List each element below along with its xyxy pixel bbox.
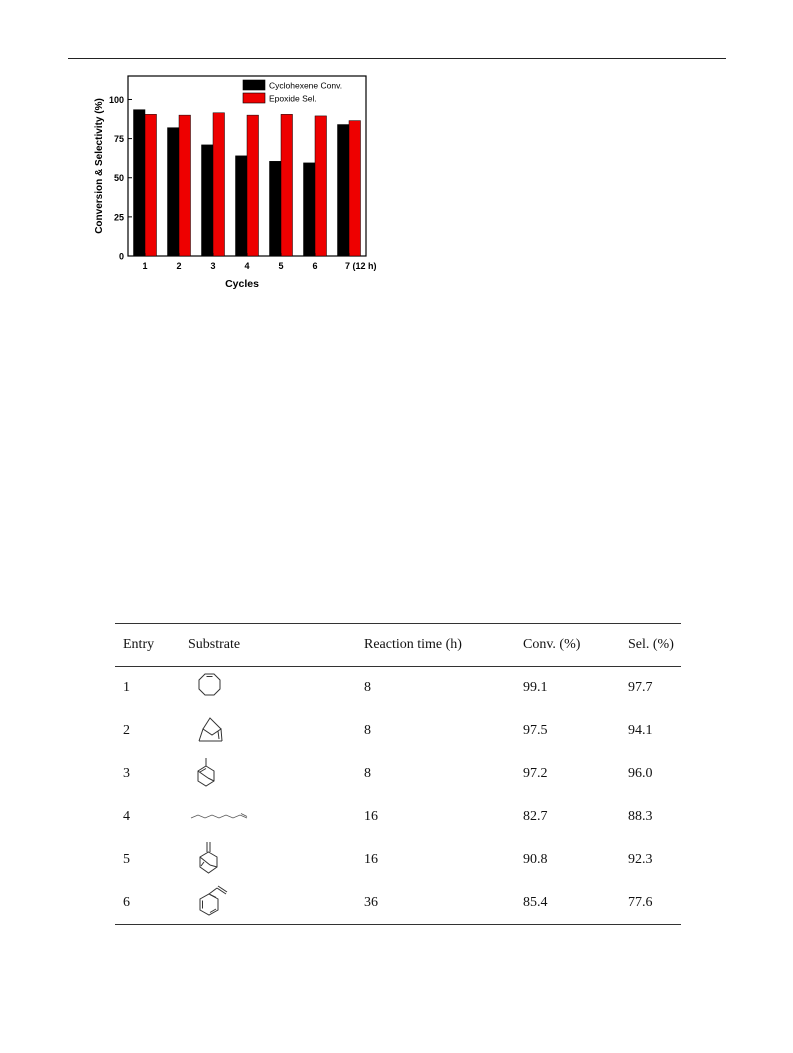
header-entry: Entry <box>115 624 180 667</box>
selectivity-cell: 97.7 <box>628 680 653 696</box>
substrate-cell <box>180 667 356 710</box>
x-tick-label: 3 <box>210 261 216 271</box>
legend-label: Cyclohexene Conv. <box>269 80 343 91</box>
bar-conversion <box>168 128 180 256</box>
substrate-cell <box>180 839 356 882</box>
y-tick-label: 100 <box>108 94 124 105</box>
bar-selectivity <box>247 115 259 256</box>
selectivity-cell: 94.1 <box>628 723 653 738</box>
x-tick-label: 4 <box>244 261 250 271</box>
entry-cell: 5 <box>123 852 130 867</box>
y-axis-label: Conversion & Selectivity (%) <box>94 98 105 234</box>
table-row <box>115 882 681 925</box>
conversion-cell: 82.7 <box>523 809 548 824</box>
conversion-cell: 85.4 <box>515 882 620 925</box>
bar-selectivity <box>281 114 293 256</box>
bar-conversion <box>270 161 282 256</box>
conversion-cell: 90.8 <box>523 852 548 867</box>
legend-swatch <box>243 80 265 90</box>
bar-selectivity <box>145 114 157 256</box>
time-cell: 16 <box>364 852 378 867</box>
time-cell: 16 <box>364 809 378 824</box>
x-tick-label: 2 <box>176 261 182 271</box>
bar-conversion <box>338 125 350 256</box>
x-axis-label: Cycles <box>225 278 259 290</box>
y-tick-label: 0 <box>118 251 124 262</box>
bar-conversion <box>202 145 214 256</box>
header-reaction-time: Reaction time (h) <box>356 624 515 667</box>
time-cell: 8 <box>364 680 371 696</box>
bar-selectivity <box>179 115 191 256</box>
substrate-cell <box>180 882 356 925</box>
selectivity-cell: 96.0 <box>628 766 653 781</box>
cyclooctene-icon <box>188 671 248 705</box>
x-tick-label: 1 <box>142 261 148 271</box>
bar-conversion <box>304 163 316 256</box>
bar-selectivity <box>213 113 225 256</box>
entry-cell: 2 <box>123 723 130 738</box>
table-header-row <box>115 624 681 667</box>
styrene-icon <box>188 884 254 922</box>
entry-cell: 4 <box>123 809 130 824</box>
substrate-scope-table <box>115 623 681 925</box>
time-cell: 8 <box>364 723 371 738</box>
conversion-cell: 97.5 <box>523 723 548 738</box>
table-row <box>115 796 681 839</box>
entry-cell: 3 <box>123 766 130 781</box>
selectivity-cell: 77.6 <box>620 882 681 925</box>
header-selectivity: Sel. (%) <box>620 624 681 667</box>
legend-swatch <box>243 93 265 103</box>
substrate-cell <box>180 710 356 753</box>
bar-selectivity <box>315 116 327 256</box>
y-tick-label: 25 <box>113 212 124 223</box>
beta-pinene-icon <box>188 840 248 880</box>
entry-cell: 1 <box>123 680 130 696</box>
header-rule <box>68 58 726 59</box>
table-row <box>115 710 681 753</box>
alpha-pinene-icon <box>188 756 248 792</box>
selectivity-cell: 92.3 <box>628 852 653 867</box>
bar-conversion <box>134 110 146 256</box>
x-tick-label: 6 <box>312 261 318 271</box>
y-tick-label: 75 <box>113 134 124 145</box>
header-conversion: Conv. (%) <box>515 624 620 667</box>
recycling-bar-chart <box>88 72 377 294</box>
time-cell: 36 <box>356 882 515 925</box>
substrate-cell <box>180 796 356 839</box>
norbornene-icon <box>188 713 248 749</box>
legend-label: Epoxide Sel. <box>269 93 317 104</box>
y-tick-label: 50 <box>113 173 124 184</box>
entry-cell: 6 <box>115 882 180 925</box>
table-row <box>115 667 681 710</box>
bar-selectivity <box>349 121 361 256</box>
time-cell: 8 <box>364 766 371 781</box>
conversion-cell: 97.2 <box>523 766 548 781</box>
selectivity-cell: 88.3 <box>628 809 653 824</box>
table-row <box>115 753 681 796</box>
x-tick-label: 7 (12 h) <box>345 261 377 271</box>
table-row <box>115 839 681 882</box>
1-octene-icon <box>188 807 254 827</box>
x-tick-label: 5 <box>278 261 284 271</box>
header-substrate: Substrate <box>180 624 356 667</box>
bar-conversion <box>236 156 248 256</box>
conversion-cell: 99.1 <box>523 680 548 696</box>
substrate-cell <box>180 753 356 796</box>
